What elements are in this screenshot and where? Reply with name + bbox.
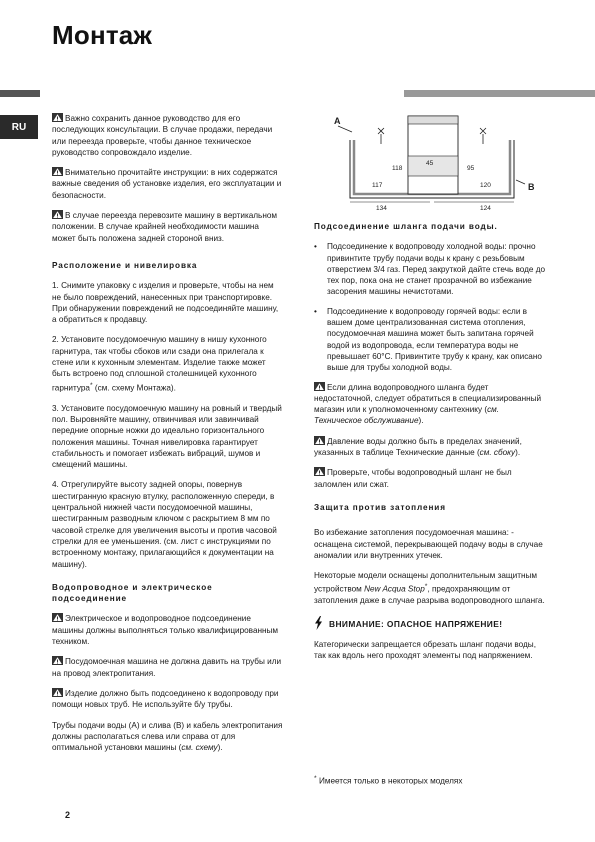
page-title: Монтаж (52, 20, 153, 50)
page-number: 2 (65, 810, 71, 820)
pipes-paragraph (52, 720, 284, 754)
diagram-pointer-b (516, 180, 525, 184)
warning-text: Внимательно прочитайте инструкции: в них содержатся важные сведения об установке изделия, его эксплуатации и безопасности. (52, 168, 282, 200)
warning-paragraph (314, 436, 548, 459)
warning-paragraph (314, 467, 548, 490)
warning-text: В случае переезда перевозите машину в вертикальном положении. В случае крайней необходимости машина может быть положена задней стороной вниз. (52, 211, 278, 243)
footnote-star: * (424, 583, 428, 591)
warning-icon (314, 382, 325, 391)
bullet-mark: • (314, 306, 317, 316)
header-rule-left (0, 90, 40, 97)
danger-title: ВНИМАНИЕ: ОПАСНОЕ НАПРЯЖЕНИЕ! (329, 618, 503, 629)
warning-icon (52, 210, 63, 219)
warning-text: Изделие должно быть подсоединено к водопроводу при помощи новых труб. Не используйте б/у трубы. (52, 688, 279, 710)
step-paragraph: 3. Установите посудомоечную машину на ровный и твердый пол. Выровняйте машину, отвинчивая или завинчивай передние опорные ножки до идеально горизонтального положения машины. Точная нивелировка гарантирует стабильность и помогает избежать вибраций, шумов и смещений машины. (52, 403, 282, 470)
list-item (314, 306, 548, 374)
installation-diagram (330, 110, 550, 215)
warning-text: Посудомоечная машина не должна давить на трубы или на провод электропитания. (52, 657, 282, 678)
diagram-dim: 120 (480, 182, 491, 189)
diagram-dim: 118 (392, 165, 403, 172)
diagram-dim: 45 (426, 160, 434, 167)
step-paragraph: 4. Отрегулируйте высоту задней опоры, повернув шестигранную красную втулку, расположенную спереди, в центральной нижней части посудомоечной машины, шестигранным разводным ключом с раскрытием 8 мм по часовой стрелке для увеличения высоты и против часовой стрелки для ее уменьшения. (см. лист с инструкциями по встроенному монтажу, прилагающийся к документации на машину). (52, 480, 277, 569)
bullet-mark: • (314, 242, 317, 252)
step-text-tail: (см. схему Монтажа). (92, 383, 176, 393)
warning-icon (314, 436, 325, 445)
warning-paragraph (52, 613, 284, 647)
footnote-text: Имеется только в некоторых моделях (316, 776, 463, 786)
footnote-star: * (89, 381, 93, 389)
warning-paragraph (52, 656, 284, 679)
language-badge: RU (0, 115, 38, 139)
warning-icon (52, 113, 63, 122)
footnote-star: * (314, 775, 317, 782)
left-column (52, 113, 284, 762)
diagram-dim: 95 (467, 165, 475, 172)
diagram-label-a: A (334, 116, 341, 126)
warning-text: Давление воды должно быть в пределах значений, указанных в таблице Технические данные ( (314, 436, 522, 458)
pipes-end: ). (217, 743, 223, 753)
flood-text: , предохраняющим от затопления даже в случае разрыва водопроводного шланга. (314, 585, 545, 606)
flood-paragraph: Во избежание затопления посудомоечная машина: - оснащена системой, перекрывающей подачу воды в случае аномалии или внутренних утечек. (314, 528, 543, 560)
header-rule (0, 90, 595, 97)
warning-text: Проверьте, чтобы водопроводный шланг не был заломлен или сжат. (314, 468, 512, 489)
warning-icon (52, 613, 63, 622)
warning-text: Если длина водопроводного шланга будет недостаточной, следует обратиться в специализированный магазин или к уполномоченному сантехнику ( (314, 382, 542, 415)
danger-paragraph: Категорически запрещается обрезать шланг подачи воды, так как вдоль него проходят элементы под напряжением. (314, 640, 536, 661)
warning-icon (314, 467, 325, 476)
list-item (314, 241, 548, 297)
pipes-text: Трубы подачи воды (A) и слива (B) и кабель электропитания должны располагаться слева или справа от для оптимальной установки машины ( (52, 720, 283, 753)
warning-italic: см. сбоку (479, 448, 516, 458)
flood-paragraph (314, 570, 548, 607)
bullet-text: Подсоединение к водопроводу холодной воды: прочно привинтите трубу подачи воды к крану с резьбовым отверстием 3/4 газ. Перед закруткой дайте стечь воде до тех пор, пока она не станет прозрачной во избежание засорения машины нечистотами. (327, 242, 546, 297)
diagram-label-b: B (528, 182, 535, 192)
warning-italic: см. Техническое обслуживание (314, 405, 500, 426)
diagram-dim: 134 (376, 205, 387, 212)
warning-icon (52, 688, 63, 697)
step-paragraph (52, 334, 284, 393)
warning-icon (52, 656, 63, 665)
section-heading-placement: Расположение и нивелировка (52, 260, 198, 270)
right-column (314, 221, 548, 671)
diagram-dim: 117 (372, 182, 383, 189)
warning-paragraph (52, 113, 284, 158)
warning-icon (52, 167, 63, 176)
lightning-icon (314, 616, 323, 633)
section-heading-water: Подсоединение шланга подачи воды. (314, 222, 498, 231)
warning-text: Электрическое и водопроводное подсоединение машины должны выполняться только квалифицированным техником. (52, 614, 279, 647)
danger-heading (314, 616, 548, 633)
pipes-italic: см. схему (181, 743, 218, 753)
warning-text: Важно сохранить данное руководство для его последующих консультации. В случае продажи, передачи или переезда проверьте, чтобы данное техническое руководство сопровождало изделие. (52, 114, 273, 157)
diagram-machine (408, 116, 458, 194)
diagram-machine-top (408, 116, 458, 124)
diagram-dim: 124 (480, 205, 491, 212)
section-heading-connection: Водопроводное и электрическое подсоединение (52, 582, 213, 604)
section-heading-flood: Защита против затопления (314, 502, 446, 512)
warning-paragraph (52, 167, 284, 201)
diagram-tap-right (480, 128, 486, 144)
flood-text: Некоторые модели оснащены дополнительным защитным устройством (314, 571, 537, 595)
warning-paragraph (314, 382, 548, 427)
warning-paragraph (52, 210, 284, 244)
step-text: 2. Установите посудомоечную машину в нишу кухонного гарнитура, так чтобы сбоков или сзади она прилегала к стене или к кухонным элементам. Изделие также может быть встроено под сплошной столешницей кухонного гарнитура (52, 335, 267, 393)
warning-end: ). (418, 416, 424, 426)
footnote (314, 775, 462, 786)
step-paragraph: 1. Снимите упаковку с изделия и проверьте, чтобы на нем не было повреждений, нанесенных при транспортировке. При обнаружении повреждений не подсоединяйте машину, а обратиться к продавцу. (52, 281, 279, 325)
acqua-stop-name: New Acqua Stop (364, 585, 425, 595)
bullet-text: Подсоединение к водопроводу горячей воды: если в вашем доме централизованная система отопления, посудомоечная машина может быть запитана горячей водой из водопровода, если температура воды не превышает 60°С. Привинтите трубу к крану, как описано выше для трубы холодной воды. (327, 306, 542, 373)
diagram-pointer-a (338, 126, 352, 132)
warning-paragraph (52, 688, 284, 711)
warning-end: ). (515, 448, 521, 458)
diagram-tap-left (378, 128, 384, 144)
